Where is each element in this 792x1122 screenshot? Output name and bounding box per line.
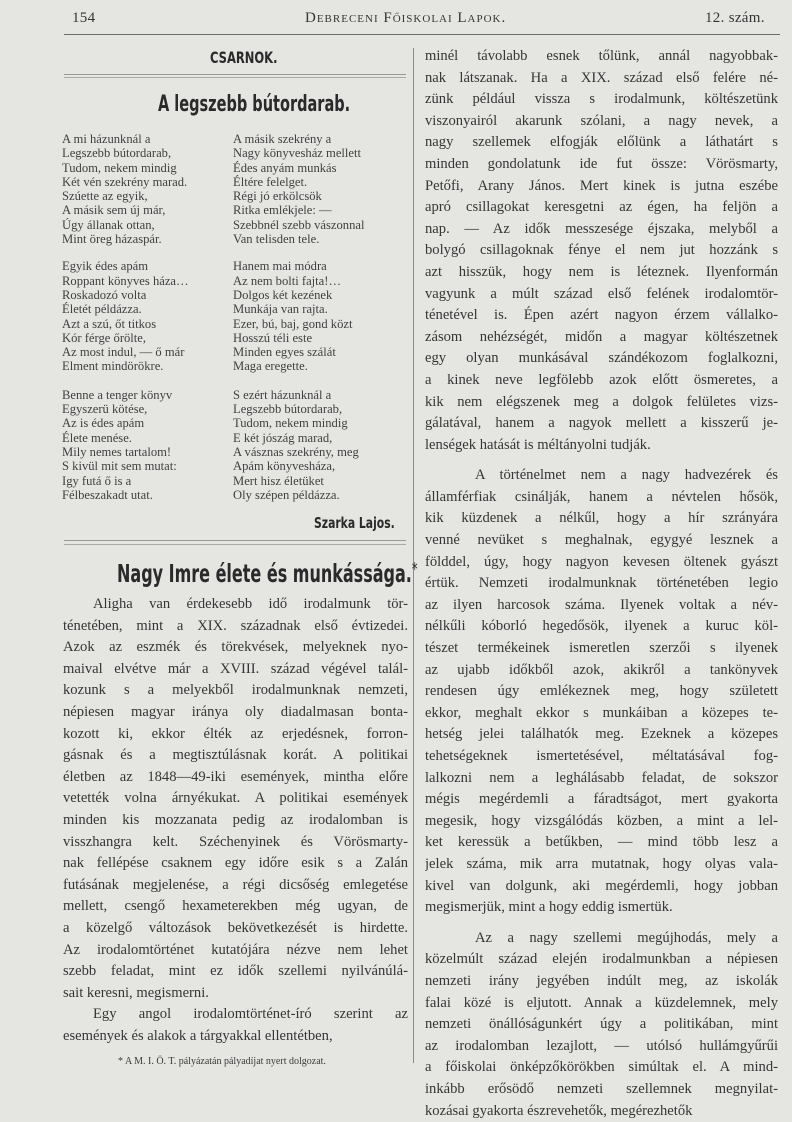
poem-stanza bbox=[233, 388, 365, 502]
poem-line: Élete menése. bbox=[62, 431, 189, 445]
text-line: venné nevüket s meghalnak, egygyé lesznek a bbox=[425, 530, 778, 552]
text-line: szebb feladat, mint ez idők szellemi nyilvánúlá- bbox=[63, 961, 408, 983]
text-line: kozott ki, ekkor élték az erjedésnek, forron- bbox=[63, 724, 408, 746]
page-number: 154 bbox=[72, 10, 95, 27]
poem-author: Szarka Lajos. bbox=[314, 514, 395, 532]
text-line: Egy angol irodalomtörténet-író szerint az bbox=[63, 1004, 408, 1026]
text-line: kik nem elégszenek meg a dolgok felületes vizs- bbox=[425, 392, 778, 414]
poem-line: Félbeszakadt utat. bbox=[62, 488, 189, 502]
text-line: rendesen úgy emlékeznek meg, hogy született bbox=[425, 681, 778, 703]
text-line: ket keressük a betűkben, — mind több lesz a bbox=[425, 832, 778, 854]
text-line: gálatával, hanem a nagyok mellett a kisszerű je- bbox=[425, 413, 778, 435]
section-title: CSARNOK. bbox=[210, 48, 277, 67]
text-line: események és alakok a tárgyakkal ellentétben, bbox=[63, 1026, 408, 1048]
text-line: jelek száma, mik arra mutatnak, hogy olyas vala- bbox=[425, 854, 778, 876]
text-line: nagy szellemek elfogják előlünk a láthatárt s bbox=[425, 132, 778, 154]
issue-number: 12. szám. bbox=[705, 10, 765, 27]
poem-stanza bbox=[62, 388, 189, 502]
poem-line: Igy futá ő is a bbox=[62, 474, 189, 488]
text-line: vagyunk a múlt század első felének irodalomtör- bbox=[425, 284, 778, 306]
text-line: zünk például vissza s irodalmunk, költészetünk bbox=[425, 89, 778, 111]
poem-line: Apám könyvesháza, bbox=[233, 459, 365, 473]
poem-line: Éltére felelget. bbox=[233, 175, 365, 189]
poem-line: Egyik édes apám bbox=[62, 259, 189, 273]
poem-line: A másik szekrény a bbox=[233, 132, 365, 146]
article-title-text: Nagy Imre élete és munkássága. bbox=[117, 559, 412, 588]
poem-stanza bbox=[233, 132, 365, 246]
poem-line: Maga eregette. bbox=[233, 359, 365, 373]
text-line: ténetében, mint a XIX. századnak első évtizedei. bbox=[63, 616, 408, 638]
text-line: kozunk s a melyekből irodalmunknak nemzeti, bbox=[63, 680, 408, 702]
text-line: minden gondolatunk ide fut össze: Vörösmarty, bbox=[425, 154, 778, 176]
text-line: nélkűli kóborló hegedősök, ilyenek a kuruc köl- bbox=[425, 616, 778, 638]
text-line: nemzeti önállóságunkért úgy a politikában, mint bbox=[425, 1014, 778, 1036]
poem-line: Az nem bolti fajta!… bbox=[233, 274, 365, 288]
poem-line: Roppant könyves háza… bbox=[62, 274, 189, 288]
text-line: falai közé is eljutott. Annak a küzdelemnek, mely bbox=[425, 993, 778, 1015]
text-line: a főiskolai önképzőkörökben simúltak el. A mind- bbox=[425, 1057, 778, 1079]
text-line: Az a nagy szellemi megújhodás, mely a bbox=[425, 928, 778, 950]
poem-line: A mi házunknál a bbox=[62, 132, 189, 146]
text-line: Azok az eszmék és törekvések, melyeknek nyo- bbox=[63, 637, 408, 659]
poem-line: Benne a tenger könyv bbox=[62, 388, 189, 402]
poem-line: Roskadozó volta bbox=[62, 288, 189, 302]
text-line: kivel van dolgunk, aki megérdemli, hogy jobban bbox=[425, 876, 778, 898]
text-line: kozásai gyakorta észrevehetők, megérezhetők bbox=[425, 1101, 778, 1122]
poem-line: Ritka emlékjele: — bbox=[233, 203, 365, 217]
poem-line: S kivül mit sem mutat: bbox=[62, 459, 189, 473]
column-divider bbox=[413, 48, 414, 1063]
poem-line: Szebbnél szebb vászonnal bbox=[233, 218, 365, 232]
text-line: zásom nehézségét, midőn a magyar költészetnek bbox=[425, 327, 778, 349]
poem-left-column bbox=[62, 132, 189, 516]
text-line: népiesen magyar iránya oly diadalmasan bonta- bbox=[63, 702, 408, 724]
text-line: minél távolabb esnek tőlünk, annál nagyobbak- bbox=[425, 46, 778, 68]
poem-line: Az most indul, — ő már bbox=[62, 345, 189, 359]
text-line: ekkor, meghalt ekkor s munkáiban a közepes te- bbox=[425, 703, 778, 725]
poem-line: Régi jó erkölcsök bbox=[233, 189, 365, 203]
poem-line: Szúette az egyik, bbox=[62, 189, 189, 203]
poem-line: Van telisden tele. bbox=[233, 232, 365, 246]
text-line: mellett, csengő hexameterekben még ugyan, de bbox=[63, 896, 408, 918]
text-line: bolygó csillagoknak fénye el nem jut hozzánk s bbox=[425, 240, 778, 262]
poem-line: Mert hisz életüket bbox=[233, 474, 365, 488]
text-line: viszonyairól akarunk szólani, a nagy nevek, a bbox=[425, 111, 778, 133]
text-line: inkább erősödő nemzeti szellemnek megnyilat- bbox=[425, 1079, 778, 1101]
poem-rule-top bbox=[64, 540, 406, 541]
poem-line: Hanem mai módra bbox=[233, 259, 365, 273]
text-line: a kinek neve legfölebb azok előtt ösmeretes, a bbox=[425, 370, 778, 392]
text-line: földdel, úgy, hogy nagyon kevesen öltenek gyászt bbox=[425, 552, 778, 574]
text-line: nak fellépése csaknem egy időre esik s a Zalán bbox=[63, 853, 408, 875]
poem-line: Mint öreg házaspár. bbox=[62, 232, 189, 246]
poem-line: Az is édes apám bbox=[62, 416, 189, 430]
poem-line: Nagy könyvesház mellett bbox=[233, 146, 365, 160]
text-line: nemzeti irány jegyében indúlt meg, az iskolák bbox=[425, 971, 778, 993]
poem-line: Azt a szú, őt titkos bbox=[62, 317, 189, 331]
poem-stanza bbox=[233, 259, 365, 373]
poem-line: A másik sem új már, bbox=[62, 203, 189, 217]
poem-line: Tudom, nekem mindig bbox=[233, 416, 365, 430]
footnote: * A M. I. Ö. T. pályázatán pályadíjat nyert dolgozat. bbox=[118, 1056, 326, 1067]
text-line: megesik, hogy vizsgálódás közben, a mint a lel- bbox=[425, 811, 778, 833]
text-line: tehetségeknek ismertetésével, méltatásával fog- bbox=[425, 746, 778, 768]
section-rule-top bbox=[64, 74, 406, 75]
poem-line: Ezer, bú, baj, gond közt bbox=[233, 317, 365, 331]
footnote-mark: * bbox=[412, 559, 418, 580]
text-line: mégis megérdemli a fáradtságot, mert gyakorta bbox=[425, 789, 778, 811]
text-line: Petőfi, Arany János. Mert kinek is jutna eszébe bbox=[425, 176, 778, 198]
poem-stanza bbox=[62, 259, 189, 373]
text-line: tészet termékeinek ismeretlen szerzői s ilyenek bbox=[425, 638, 778, 660]
text-line: futásának megjelenése, a régi dicsőség emlegetése bbox=[63, 875, 408, 897]
poem-line: S ezért házunknál a bbox=[233, 388, 365, 402]
text-line: értük. Nemzeti irodalmunknak történetében legio bbox=[425, 573, 778, 595]
text-line: államférfiak csinálják, hanem a névtelen hősök, bbox=[425, 487, 778, 509]
article-title bbox=[117, 559, 418, 588]
poem-line: Tudom, nekem mindig bbox=[62, 161, 189, 175]
journal-title: Debreceni Főiskolai Lapok. bbox=[305, 10, 506, 27]
poem-line: Úgy állanak ottan, bbox=[62, 218, 189, 232]
text-line: A történelmet nem a nagy hadvezérek és bbox=[425, 465, 778, 487]
text-line: megismerjük, mint a hogy eddig ismertük. bbox=[425, 897, 778, 919]
poem-line: Életét példázza. bbox=[62, 302, 189, 316]
text-line: Aligha van érdekesebb idő irodalmunk tör- bbox=[63, 594, 408, 616]
poem-line: Édes anyám munkás bbox=[233, 161, 365, 175]
text-line: nap. — Az idők messzesége éjszaka, melyből a bbox=[425, 219, 778, 241]
text-line: közelmúlt század elején irodalmunkban a népiesen bbox=[425, 949, 778, 971]
text-line: egy olyan munkásával szándékozom foglalkozni, bbox=[425, 348, 778, 370]
poem-title: A legszebb bútordarab. bbox=[158, 92, 350, 117]
text-line: nak látszanak. Ha a XIX. század első felére né- bbox=[425, 68, 778, 90]
text-line: az ujabb időkből azok, akikről a tankönyvek bbox=[425, 660, 778, 682]
poem-line: Oly szépen példázza. bbox=[233, 488, 365, 502]
poem-right-column bbox=[233, 132, 365, 516]
poem-line: E két jószág marad, bbox=[233, 431, 365, 445]
text-line: visszhangra kelt. Széchenyinek és Vörösmarty- bbox=[63, 832, 408, 854]
text-line: a közelgő változások bekövetkezését is hirdette. bbox=[63, 918, 408, 940]
poem-line: Legszebb bútordarab, bbox=[233, 402, 365, 416]
text-line: minden kis mozzanata pedig az irodalomban is bbox=[63, 810, 408, 832]
text-line: vetették volna árnyékukat. A politikai események bbox=[63, 788, 408, 810]
poem-line: Egyszerü kötése, bbox=[62, 402, 189, 416]
text-line: lenségek hatását is méltányolni tudják. bbox=[425, 435, 778, 457]
section-rule-bottom bbox=[64, 77, 406, 78]
article-left-column bbox=[63, 594, 408, 1047]
poem-line: A vásznas szekrény, meg bbox=[233, 445, 365, 459]
poem-line: Legszebb bútordarab, bbox=[62, 146, 189, 160]
text-line: apró csillagokat keresgetni az égen, ha feljön a bbox=[425, 197, 778, 219]
text-line: sait keresni, megismerni. bbox=[63, 983, 408, 1005]
poem-line: Elment mindörökre. bbox=[62, 359, 189, 373]
text-line: maival elvétve már a XVIII. század végével talál- bbox=[63, 659, 408, 681]
text-line: az irodalomban lezajlott, — utólsó hullámgyűrűi bbox=[425, 1036, 778, 1058]
header-rule bbox=[64, 34, 780, 35]
text-line: azt hisszük, hogy nem is léteznek. Ilyenformán bbox=[425, 262, 778, 284]
poem-stanza bbox=[62, 132, 189, 246]
poem-rule-bottom bbox=[64, 544, 406, 545]
poem-line: Mily nemes tartalom! bbox=[62, 445, 189, 459]
poem-line: Dolgos két kezének bbox=[233, 288, 365, 302]
poem-line: Két vén szekrény marad. bbox=[62, 175, 189, 189]
text-line: életben az 1848—49-iki események, mintha előre bbox=[63, 767, 408, 789]
poem-line: Munkája van rajta. bbox=[233, 302, 365, 316]
text-line: gásnak és a megtisztúlásnak korát. A politikai bbox=[63, 745, 408, 767]
text-line: hetség jelei találhatók meg. Ezeknek a közepes bbox=[425, 724, 778, 746]
text-line: ténetével is. Épen azért nagyon érzem vállalko- bbox=[425, 305, 778, 327]
poem-line: Kór férge őrölte, bbox=[62, 331, 189, 345]
poem-line: Hosszú téli este bbox=[233, 331, 365, 345]
text-line: kik küzdenek a nélkűl, hogy a hír szrányára bbox=[425, 508, 778, 530]
text-line: az ilyen harcosok száma. Ilyenek voltak a név- bbox=[425, 595, 778, 617]
article-right-column bbox=[425, 46, 778, 1122]
poem-line: Minden egyes szálát bbox=[233, 345, 365, 359]
text-line: lalkozni nem a leghálásabb feladat, de sokszor bbox=[425, 768, 778, 790]
text-line: Az irodalomtörténet kutatójára nézve nem lehet bbox=[63, 940, 408, 962]
